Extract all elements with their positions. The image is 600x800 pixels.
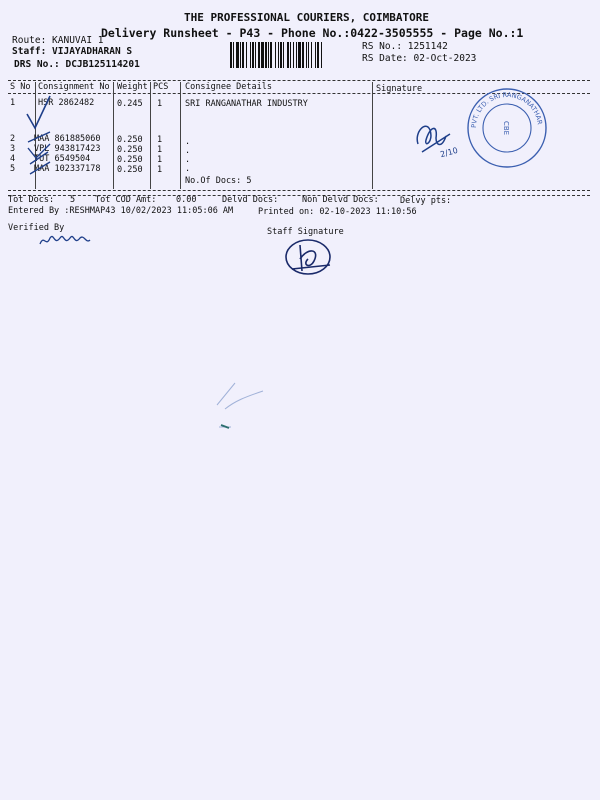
col-header-sno: S No: [10, 82, 31, 92]
delvy-pts-label: Delvy pts:: [400, 196, 452, 206]
row-sno: 2: [10, 134, 16, 144]
col-header-signature: Signature: [376, 84, 423, 94]
printed-on: Printed on: 02-10-2023 11:10:56: [258, 207, 417, 217]
strikethrough-marks: [24, 128, 54, 178]
tot-cod-label: Tot COD Amt:: [95, 195, 157, 205]
row-sno: 4: [10, 154, 16, 164]
row-consignment: MAA 102337178: [34, 164, 101, 174]
col-divider: [113, 82, 114, 189]
table-bottom-rule: [8, 190, 590, 191]
col-header-weight: Weight: [117, 82, 148, 92]
col-header-pcs: PCS: [153, 82, 169, 92]
company-title: THE PROFESSIONAL COURIERS, COIMBATORE: [184, 11, 430, 24]
table-top-rule: [8, 80, 590, 81]
tot-cod-value: 0.00: [176, 195, 197, 205]
staff-label: Staff: VIJAYADHARAN S: [12, 46, 133, 57]
svg-text:CBE: CBE: [502, 120, 510, 136]
verified-by-signature: [38, 230, 98, 250]
barcode: [230, 42, 356, 68]
row-weight: 0.250: [117, 145, 143, 155]
row-consignment: VPL 943817423: [34, 144, 101, 154]
row-consignment: HSR 2862482: [38, 98, 95, 108]
rs-date: RS Date: 02-Oct-2023: [362, 53, 477, 64]
col-header-consignee: Consignee Details: [185, 82, 272, 92]
stray-ink-marks: [205, 375, 275, 435]
svg-text:PVT. LTD. SRI RANGANATHAR: PVT. LTD. SRI RANGANATHAR: [469, 90, 544, 129]
row-weight: 0.250: [117, 135, 143, 145]
staff-signature-label: Staff Signature: [267, 227, 344, 237]
row-consignee: .: [185, 164, 191, 174]
staff-signature: [280, 235, 340, 277]
row-sno: 1: [10, 98, 16, 108]
tot-docs-value: 5: [70, 195, 76, 205]
row-consignee: SRI RANGANATHAR INDUSTRY: [185, 99, 308, 109]
row-pcs: 1: [157, 155, 163, 165]
row-sno: 5: [10, 164, 16, 174]
col-header-consignment: Consignment No: [38, 82, 110, 92]
col-divider: [150, 82, 151, 189]
row-consignment: MAA 861885060: [34, 134, 101, 144]
row-weight: 0.250: [117, 165, 143, 175]
verified-by: Verified By: [8, 223, 65, 233]
entered-by: Entered By :RESHMAP43 10/02/2023 11:05:06 AM: [8, 206, 234, 216]
row-sno: 3: [10, 144, 16, 154]
row-consignee: .: [185, 146, 191, 156]
row-consignee: .: [185, 155, 191, 165]
row-weight: 0.245: [117, 99, 143, 109]
row-pcs: 1: [157, 135, 163, 145]
row-weight: 0.250: [117, 155, 143, 165]
col-divider: [180, 82, 181, 189]
row-pcs: 1: [157, 99, 163, 109]
no-of-docs: No.Of Docs: 5: [185, 176, 252, 186]
row-consignee: .: [185, 137, 191, 147]
non-delvd-docs-label: Non Delvd Docs:: [302, 195, 379, 205]
col-divider: [372, 82, 373, 189]
row-pcs: 1: [157, 145, 163, 155]
drs-number: DRS No.: DCJB125114201: [14, 59, 140, 70]
delvd-docs-label: Delvd Docs:: [222, 195, 279, 205]
tot-docs-label: Tot Docs:: [8, 195, 55, 205]
row-pcs: 1: [157, 165, 163, 175]
row-consignment: TUT 6549504: [34, 154, 91, 164]
company-stamp: [465, 86, 549, 170]
signature-date: 2/10: [439, 145, 459, 160]
rs-number: RS No.: 1251142: [362, 41, 448, 52]
runsheet-title: Delivery Runsheet - P43 - Phone No.:0422-3505555 - Page No.:1: [101, 26, 524, 40]
route-label: Route: KANUVAI 1: [12, 35, 104, 46]
